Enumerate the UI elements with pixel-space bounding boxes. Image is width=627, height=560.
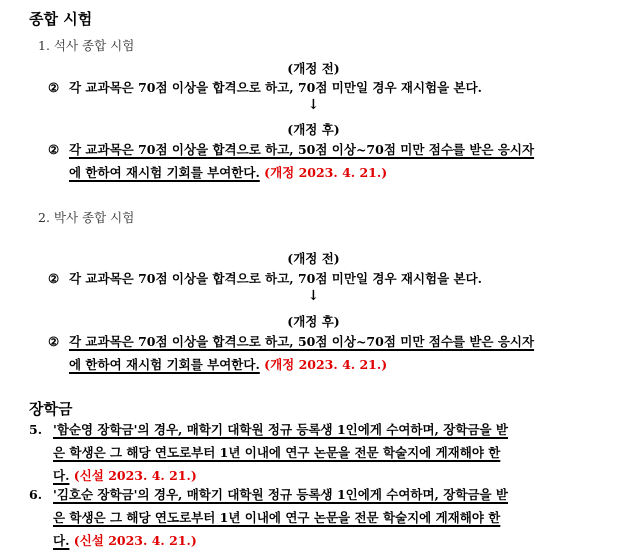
scholarship-item bbox=[29, 483, 508, 552]
doctoral-before-paragraph bbox=[48, 267, 482, 290]
masters-exam-heading: 1. 석사 종합 시험 bbox=[38, 38, 135, 53]
masters-amendment-note: (개정 2023. 4. 21.) bbox=[264, 165, 388, 180]
scholarship-item-line1: '함순영 장학금'의 경우, 매학기 대학원 정규 등록생 1인에게 수여하며, 장학금을 받 bbox=[53, 422, 508, 437]
scholarship-item bbox=[29, 418, 508, 487]
doctoral-after-label: (개정 후) bbox=[287, 314, 340, 329]
masters-before-label: (개정 전) bbox=[287, 61, 340, 76]
doctoral-before-label: (개정 전) bbox=[287, 251, 340, 266]
scholarship-item-line3: 다. bbox=[53, 533, 70, 548]
doctoral-amendment-note: (개정 2023. 4. 21.) bbox=[264, 357, 388, 372]
masters-after-paragraph bbox=[48, 138, 534, 184]
masters-after-label: (개정 후) bbox=[287, 122, 340, 137]
doctoral-before-text: 각 교과목은 70점 이상을 합격으로 하고, 70점 미만일 경우 재시험을 본다. bbox=[69, 271, 483, 286]
masters-before-marker: ② bbox=[48, 80, 60, 95]
doctoral-after-paragraph bbox=[48, 330, 534, 376]
masters-arrow-icon: ↓ bbox=[307, 97, 320, 113]
scholarship-item-line2: 은 학생은 그 해당 연도로부터 1년 이내에 연구 논문을 전문 학술지에 게재해야 한 bbox=[53, 510, 501, 525]
scholarship-item-line2: 은 학생은 그 해당 연도로부터 1년 이내에 연구 논문을 전문 학술지에 게재해야 한 bbox=[53, 445, 501, 460]
doctoral-after-marker: ② bbox=[48, 334, 60, 349]
doctoral-after-line2: 에 한하여 재시험 기회를 부여한다. bbox=[69, 357, 260, 372]
section-title-scholarship: 장학금 bbox=[29, 400, 73, 418]
masters-after-line2: 에 한하여 재시험 기회를 부여한다. bbox=[69, 165, 260, 180]
masters-before-text: 각 교과목은 70점 이상을 합격으로 하고, 70점 미만일 경우 재시험을 본다. bbox=[69, 80, 483, 95]
scholarship-item-line3: 다. bbox=[53, 468, 70, 483]
doctoral-arrow-icon: ↓ bbox=[307, 288, 320, 304]
section-title-exam: 종합 시험 bbox=[29, 10, 93, 28]
masters-before-paragraph bbox=[48, 76, 482, 99]
doctoral-before-marker: ② bbox=[48, 271, 60, 286]
doctoral-exam-heading: 2. 박사 종합 시험 bbox=[38, 210, 135, 225]
masters-after-line1: 각 교과목은 70점 이상을 합격으로 하고, 50점 이상~70점 미만 점수를 받은 응시자 bbox=[69, 142, 535, 157]
doctoral-after-line1: 각 교과목은 70점 이상을 합격으로 하고, 50점 이상~70점 미만 점수를 받은 응시자 bbox=[69, 334, 535, 349]
masters-after-marker: ② bbox=[48, 142, 60, 157]
scholarship-item-number: 5. bbox=[29, 422, 43, 437]
scholarship-item-line1: '김호순 장학금'의 경우, 매학기 대학원 정규 등록생 1인에게 수여하며, 장학금을 받 bbox=[53, 487, 508, 502]
scholarship-item-note: (신설 2023. 4. 21.) bbox=[73, 533, 197, 548]
scholarship-item-note: (신설 2023. 4. 21.) bbox=[73, 468, 197, 483]
scholarship-item-number: 6. bbox=[29, 487, 43, 502]
